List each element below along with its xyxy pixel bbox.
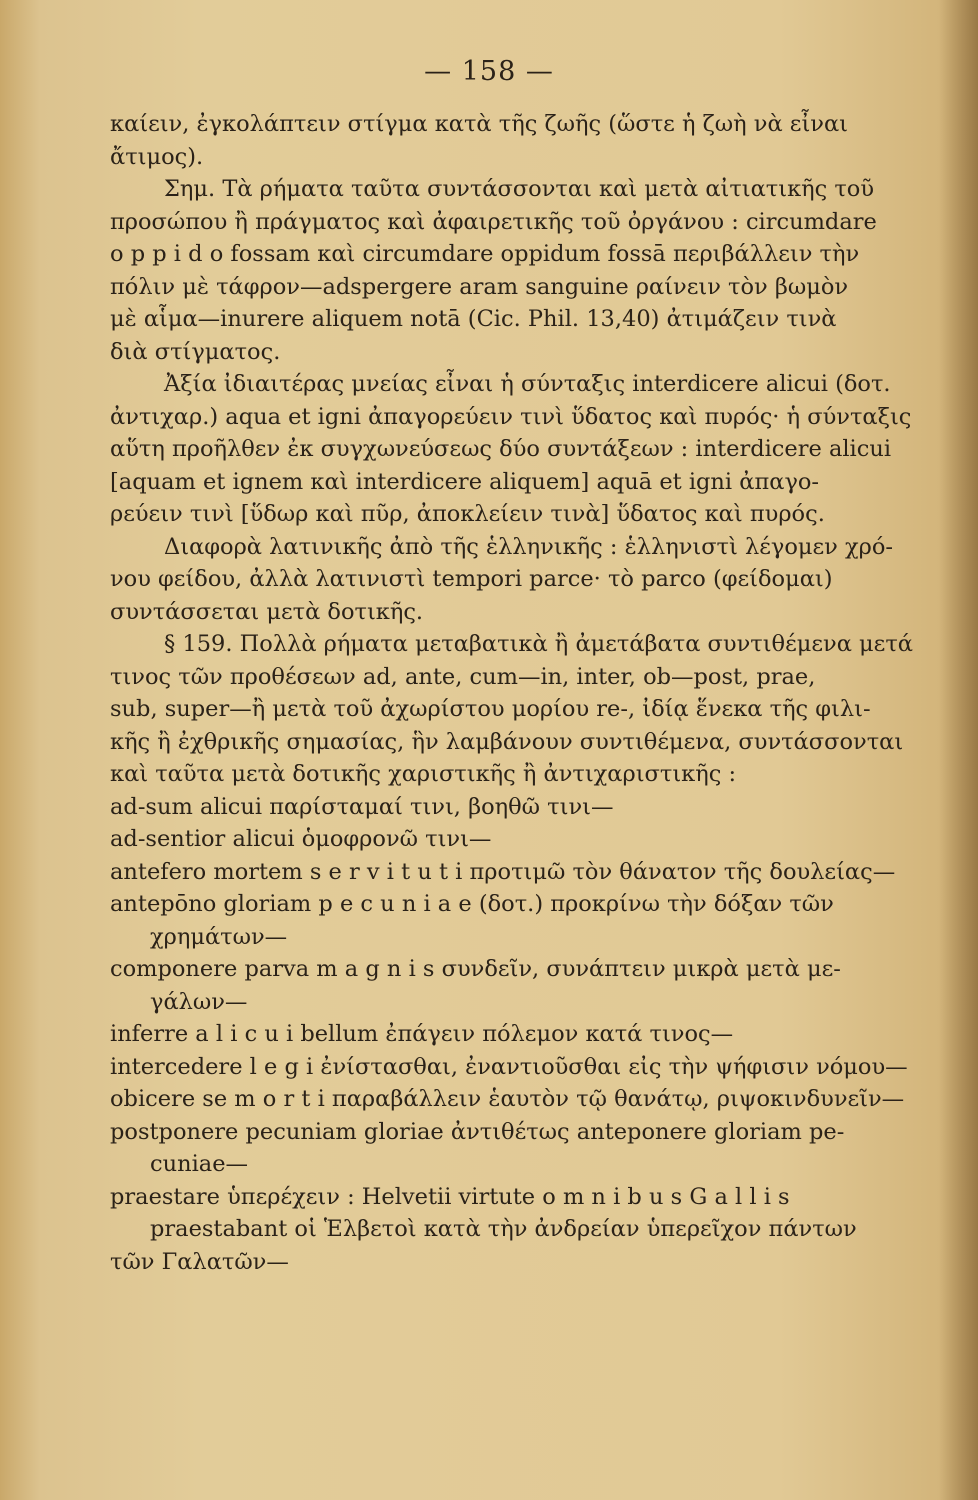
text-line: συντάσσεται μετὰ δοτικῆς.	[110, 598, 424, 625]
example-continuation: γάλων—	[150, 988, 248, 1015]
example-line: antefero mortem s e r v i t u t i προτιμῶ τὸν θάνατον τῆς δουλείας—	[110, 858, 896, 885]
difference-paragraph-start: Διαφορὰ λατινικῆς ἀπὸ τῆς ἑλληνικῆς : ἑλληνιστὶ λέγομεν χρό-	[164, 533, 894, 560]
text-line: αὕτη προῆλθεν ἐκ συγχωνεύσεως δύο συντάξεων : interdicere alicui	[110, 436, 892, 462]
text-line: καίειν, ἐγκολάπτειν στίγμα κατὰ τῆς ζωῆς (ὥστε ἡ ζωὴ νὰ εἶναι	[110, 111, 848, 137]
example-line: inferre a l i c u i bellum ἐπάγειν πόλεμον κατά τινος—	[110, 1021, 734, 1047]
text-line: τινος τῶν προθέσεων ad, ante, cum—in, inter, ob—post, prae,	[110, 663, 816, 690]
text-line: o p p i d o fossam καὶ circumdare oppidum fossā περιβάλλειν τὴν	[110, 241, 860, 267]
text-line: προσώπου ἢ πράγματος καὶ ἀφαιρετικῆς τοῦ ὀργάνου : circumdare	[110, 208, 877, 235]
example-line: τῶν Γαλατῶν—	[110, 1248, 289, 1275]
example-line: ad-sum alicui παρίσταμαί τινι, βοηθῶ τινι—	[110, 793, 614, 820]
example-line: postponere pecuniam gloriae ἀντιθέτως anteponere gloriam pe-	[110, 1118, 845, 1145]
text-body	[110, 108, 952, 1278]
text-line: ἀντιχαρ.) aqua et igni ἀπαγορεύειν τινὶ ὕδατος καὶ πυρός· ἡ σύνταξις	[110, 403, 912, 430]
section-159-start: § 159. Πολλὰ ρήματα μεταβατικὰ ἢ ἀμετάβατα συντιθέμενα μετά	[164, 631, 913, 657]
example-line: obicere se m o r t i παραβάλλειν ἑαυτὸν τῷ θανάτῳ, ριψοκινδυνεῖν—	[110, 1086, 905, 1112]
text-line: sub, super—ἢ μετὰ τοῦ ἀχωρίστου μορίου re-, ἰδίᾳ ἕνεκα τῆς φιλι-	[110, 696, 871, 722]
example-continuation: praestabant οἱ Ἑλβετοὶ κατὰ τὴν ἀνδρείαν ὑπερεῖχον πάντων	[150, 1216, 857, 1242]
example-continuation: χρημάτων—	[150, 923, 288, 950]
example-line: intercedere l e g i ἐνίστασθαι, ἐναντιοῦσθαι εἰς τὴν ψήφισιν νόμου—	[110, 1053, 908, 1080]
page-edge-shadow	[938, 0, 978, 1500]
page-number: — 158 —	[424, 56, 554, 87]
text-line: [aquam et ignem καὶ interdicere aliquem] aquā et igni ἀπαγο-	[110, 468, 820, 495]
text-line: νου φείδου, ἀλλὰ λατινιστὶ tempori parce· τὸ parco (φείδομαι)	[110, 566, 833, 592]
example-line: ad-sentior alicui ὁμοφρονῶ τινι—	[110, 826, 492, 852]
text-line: ἄτιμος).	[110, 143, 204, 170]
text-line: μὲ αἷμα—inurere aliquem notā (Cic. Phil. 13,40) ἀτιμάζειν τινὰ	[110, 306, 837, 332]
text-line: πόλιν μὲ τάφρον—adspergere aram sanguine ραίνειν τὸν βωμὸν	[110, 273, 849, 300]
example-line: praestare ὑπερέχειν : Helvetii virtute o m n i b u s G a l l i s	[110, 1183, 790, 1210]
example-continuation: cuniae—	[150, 1151, 249, 1177]
text-line: κῆς ἢ ἐχθρικῆς σημασίας, ἣν λαμβάνουν συντιθέμενα, συντάσσονται	[110, 728, 904, 755]
example-line: antepōno gloriam p e c u n i a e (δοτ.) προκρίνω τὴν δόξαν τῶν	[110, 891, 834, 917]
note-paragraph-start: Σημ. Τὰ ρήματα ταῦτα συντάσσονται καὶ μετὰ αἰτιατικῆς τοῦ	[164, 176, 875, 202]
text-line: ρεύειν τινὶ [ὕδωρ καὶ πῦρ, ἀποκλείειν τινὰ] ὕδατος καὶ πυρός.	[110, 501, 825, 527]
text-line: διὰ στίγματος.	[110, 338, 281, 365]
paragraph-start: Ἀξία ἰδιαιτέρας μνείας εἶναι ἡ σύνταξις interdicere alicui (δοτ.	[164, 371, 891, 397]
example-line: componere parva m a g n i s συνδεῖν, συνάπτειν μικρὰ μετὰ με-	[110, 956, 841, 982]
text-line: καὶ ταῦτα μετὰ δοτικῆς χαριστικῆς ἢ ἀντιχαριστικῆς :	[110, 761, 737, 787]
